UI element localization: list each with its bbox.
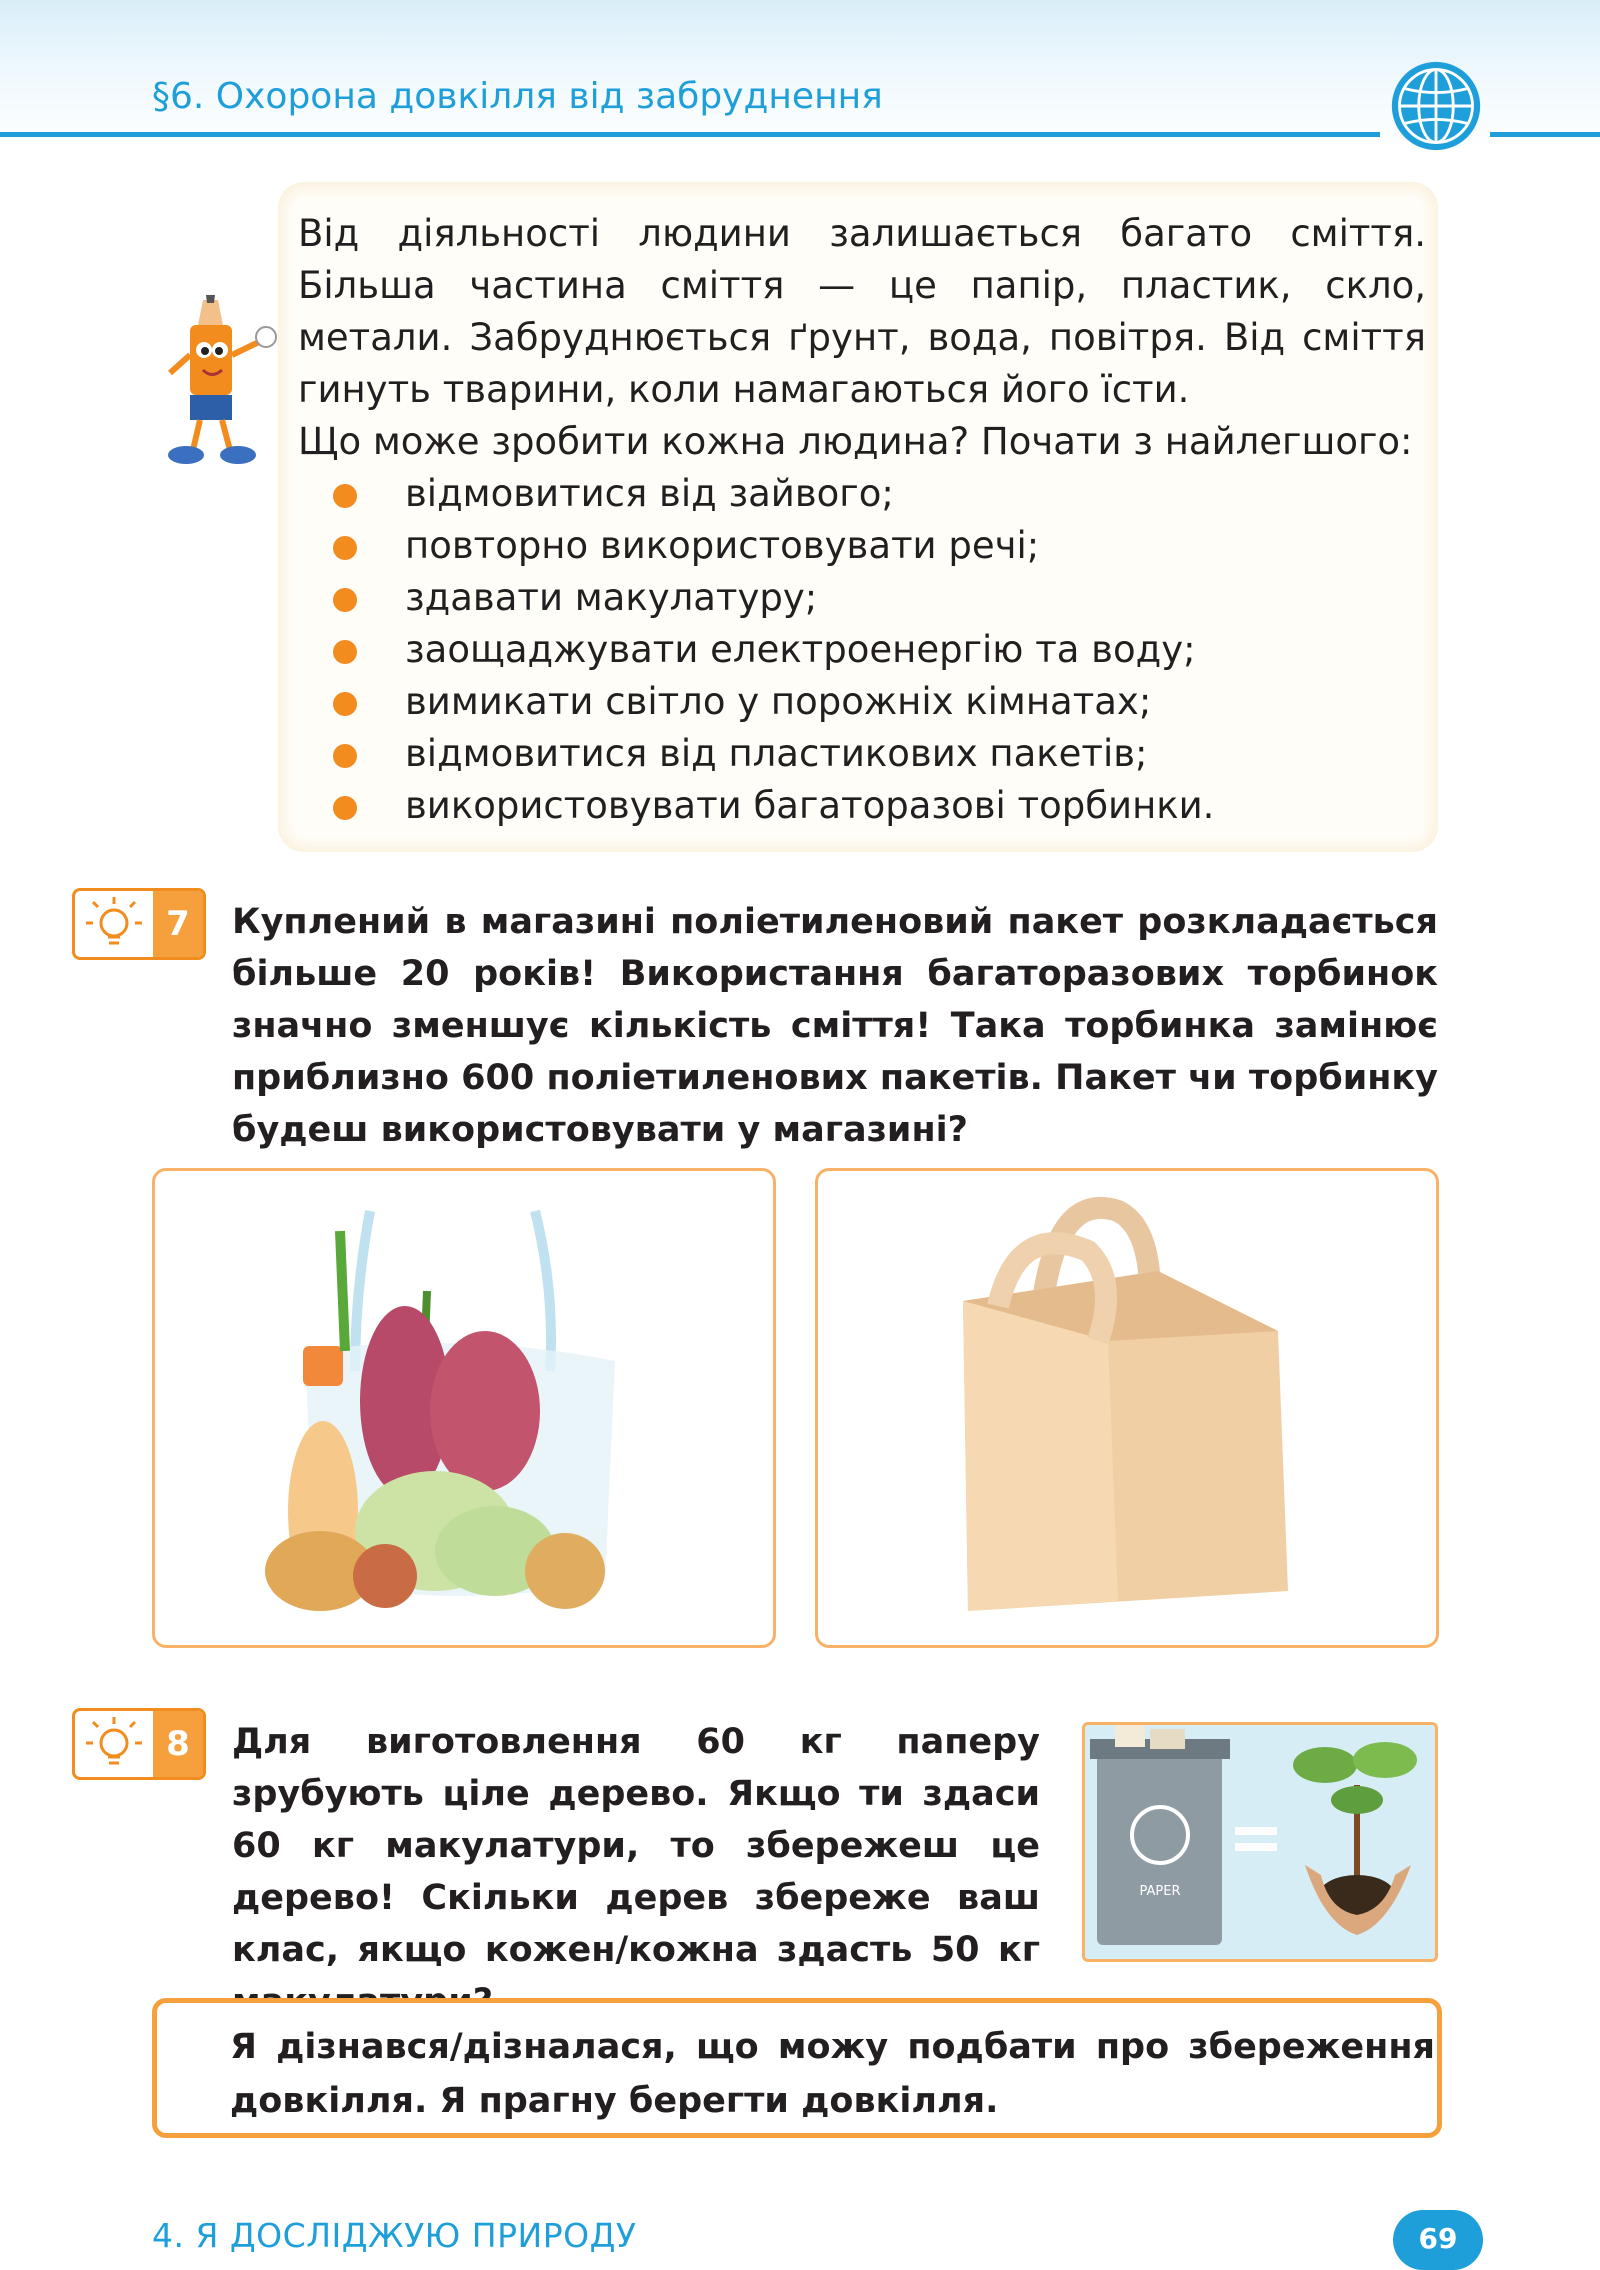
bullet-dot-icon — [333, 692, 357, 716]
task-7-text: Куплений в магазині поліетиленовий пакет розкладається більше 20 років! Використання багаторазових торбинок значно зменшує кількість сміття! Така торбинка замінює приблизно 600 поліетиленових пакетів. Пакет чи торбинку будеш використовувати у магазині? — [232, 902, 1438, 1150]
list-item: відмовитися від пластикових пакетів; — [330, 728, 1380, 780]
bullet-dot-icon — [333, 484, 357, 508]
page-title: §6. Охорона довкілля від забруднення — [152, 76, 883, 117]
bullet-dot-icon — [333, 588, 357, 612]
header-divider — [0, 132, 1380, 137]
bullet-dot-icon — [333, 640, 357, 664]
list-item: здавати макулатуру; — [330, 572, 1380, 624]
task-number: 7 — [153, 891, 203, 957]
summary-text: Я дізнався/дізналася, що можу подбати про збереження довкілля. Я прагну берегти довкілля. — [230, 2027, 1435, 2121]
globe-icon — [1388, 58, 1484, 154]
bin-label: PAPER — [1139, 1884, 1181, 1899]
list-item: вимикати світло у порожніх кімнатах; — [330, 676, 1380, 728]
paper-recycling-tree-icon — [1085, 1725, 1435, 1959]
header-band — [0, 0, 1600, 150]
bullet-dot-icon — [333, 536, 357, 560]
reusable-cloth-bag-icon — [818, 1171, 1436, 1645]
section-footer: 4. Я ДОСЛІДЖУЮ ПРИРОДУ — [152, 2216, 637, 2255]
header-divider-right — [1490, 132, 1600, 137]
task-8-badge — [72, 1708, 206, 1780]
intro-paragraph: Від діяльності людини залишається багато сміття. Більша частина сміття — це папір, пластик, скло, метали. Забруднюється ґрунт, вода, повітря. Від сміття гинуть тварини, коли намагаються його їсти. — [298, 212, 1426, 411]
list-item: заощаджувати електроенергію та воду; — [330, 624, 1380, 676]
list-item: відмовитися від зайвого; — [330, 468, 1380, 520]
intro-question: Що може зробити кожна людина? Почати з найлегшого: — [298, 420, 1413, 463]
task-7-badge — [72, 888, 206, 960]
recycling-image — [1082, 1722, 1438, 1962]
advice-list — [330, 468, 1380, 832]
plastic-bag-with-vegetables-icon — [155, 1171, 773, 1645]
task-8-text: Для виготовлення 60 кг паперу зрубують ціле дерево. Якщо ти здаси 60 кг макулатури, то збережеш це дерево! Скільки дерев збереже ваш клас, якщо кожен/кожна здасть 50 кг — [232, 1722, 1040, 1970]
task-number: 8 — [153, 1711, 203, 1777]
lightbulb-icon — [83, 1715, 145, 1775]
intro-text — [298, 208, 1426, 468]
reusable-bag-image — [815, 1168, 1439, 1648]
lightbulb-icon — [83, 895, 145, 955]
list-item: використовувати багаторазові торбинки. — [330, 780, 1380, 832]
pencil-mascot-icon — [148, 295, 278, 470]
bullet-dot-icon — [333, 744, 357, 768]
list-item: повторно використовувати речі; — [330, 520, 1380, 572]
bullet-dot-icon — [333, 796, 357, 820]
page-number: 69 — [1418, 2222, 1458, 2255]
plastic-bag-image — [152, 1168, 776, 1648]
